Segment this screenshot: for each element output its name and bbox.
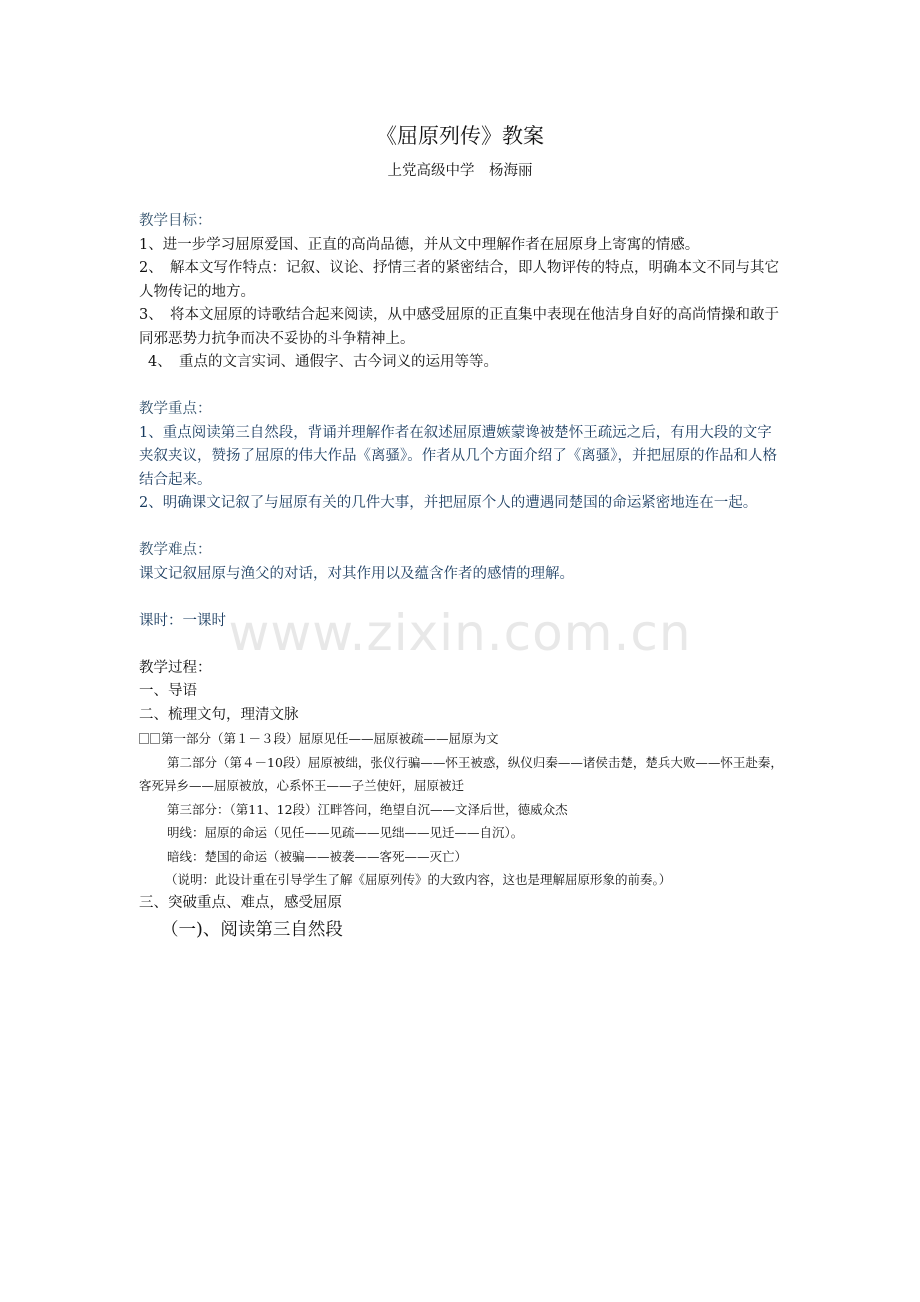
process-step-2: 二、梳理文句，理清文脉 — [139, 706, 299, 723]
spacer — [139, 586, 784, 610]
difficulties-heading: 教学难点： — [139, 542, 212, 558]
objective-item-3: 3、 将本文屈原的诗歌结合起来阅读，从中感受屈原的正直集中表现在他洁身自好的高尚情操和敢于同邪恶势力抗争而决不妥协的斗争精神上。 — [139, 307, 779, 347]
objective-item-1: 1、进一步学习屈原爱国、正直的高尚品德，并从文中理解作者在屈原身上寄寓的情感。 — [139, 236, 700, 253]
process-part-2: 第二部分（第４－10段）屈原被绌，张仪行骗——怀王被惑，纵仪归秦——诸侯击楚，楚兵大败——怀王赴秦，客死异乡——屈原被放，心系怀王——子兰使奸，屈原被迁 — [139, 754, 783, 793]
design-note: （说明：此设计重在引导学生了解《屈原列传》的大致内容，这也是理解屈原形象的前奏。） — [165, 872, 672, 887]
process-sub-1: （一)、阅读第三自然段 — [161, 920, 343, 940]
class-hours: 课时：一课时 — [139, 612, 226, 629]
process-part-1 — [139, 727, 784, 751]
document-title: 《屈原列传》教案 — [376, 124, 544, 148]
spacer — [139, 375, 784, 399]
difficulties-text: 课文记叙屈原与渔父的对话，对其作用以及蕴含作者的感情的理解。 — [139, 565, 574, 582]
key-points-heading: 教学重点： — [139, 401, 212, 417]
process-part-1-text: 第一部分（第１－３段）屈原见任——屈原被疏——屈原为文 — [161, 731, 499, 746]
key-point-item-2: 2、明确课文记叙了与屈原有关的几件大事，并把屈原个人的遭遇同楚国的命运紧密地连在一起。 — [139, 495, 758, 511]
process-step-1: 一、导语 — [139, 683, 197, 699]
spacer — [139, 516, 784, 540]
bright-line: 明线：屈原的命运（见任——见疏——见绌——见迁——自沉）。 — [167, 825, 524, 840]
dark-line: 暗线：楚国的命运（被骗——被袭——客死——灭亡） — [167, 848, 468, 864]
objectives-heading: 教学目标： — [139, 213, 212, 229]
document-author: 上党高级中学 杨海丽 — [387, 163, 533, 179]
objective-item-2: 2、 解本文写作特点：记叙、议论、抒情三者的紧密结合，即人物评传的特点，明确本文不同与其它人物传记的地方。 — [139, 260, 779, 300]
objective-item-4: 4、 重点的文言实词、通假字、古今词义的运用等等。 — [148, 354, 498, 370]
placeholder-box-icon — [150, 733, 160, 744]
process-part-3: 第三部分：（第11、12段）江畔答问，绝望自沉——文泽后世，德威众杰 — [167, 801, 568, 817]
watermark: www.zixin.com.cn — [228, 604, 692, 662]
placeholder-box-icon — [139, 733, 149, 744]
process-step-3: 三、突破重点、难点，感受屈原 — [139, 894, 342, 911]
document-body — [139, 210, 784, 943]
spacer — [139, 633, 784, 657]
key-point-item-1: 1、重点阅读第三自然段，背诵并理解作者在叙述屈原遭嫉蒙谗被楚怀王疏远之后，有用大段的文字夹叙夹议，赞扬了屈原的伟大作品《离骚》。作者从几个方面介绍了《离骚》，并把屈原的作品和人格结合起来。 — [139, 424, 777, 488]
process-heading: 教学过程： — [139, 659, 212, 676]
